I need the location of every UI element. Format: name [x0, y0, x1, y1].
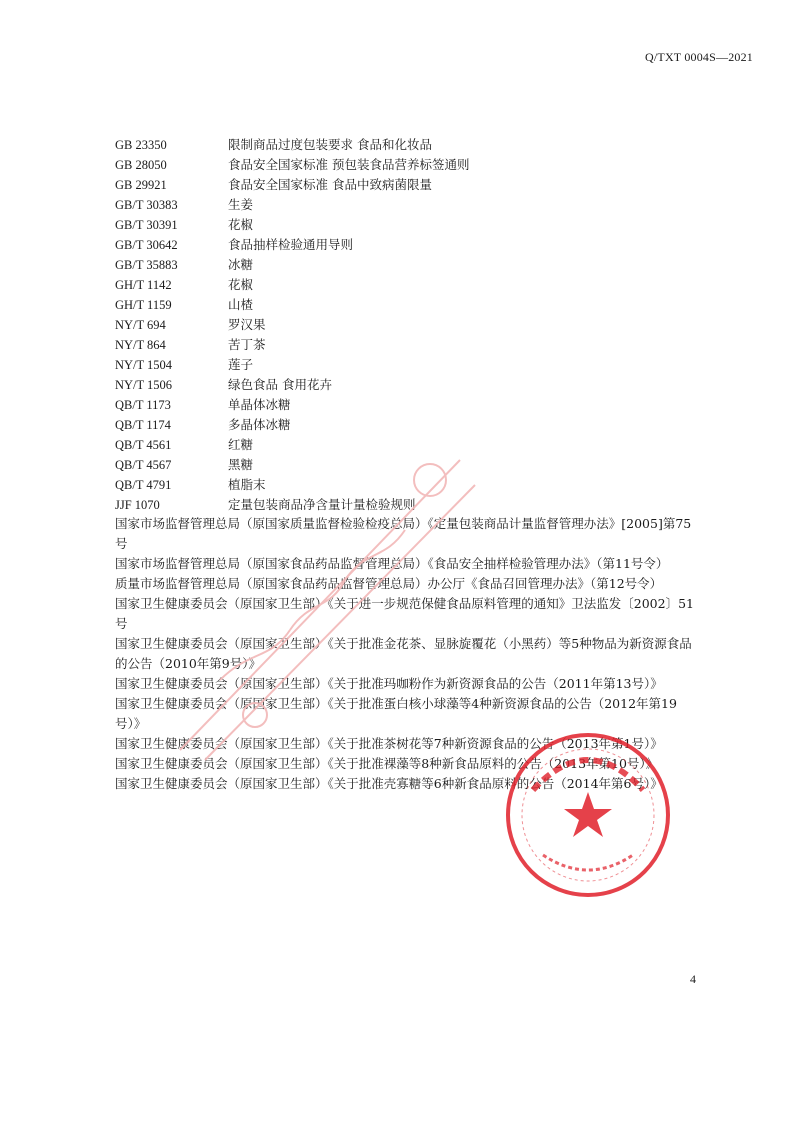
standard-title: 绿色食品 食用花卉	[228, 377, 332, 392]
standard-title: 定量包装商品净含量计量检验规则	[228, 497, 416, 512]
standard-title: 苦丁茶	[228, 337, 266, 352]
standard-code: GB 28050	[115, 158, 167, 172]
standard-title: 莲子	[228, 357, 254, 372]
standard-title: 多晶体冰糖	[228, 417, 291, 432]
regulation-item: 国家市场监督管理总局（原国家食品药品监督管理总局）《食品安全抽样检验管理办法》（第11号令）	[115, 556, 669, 571]
regulation-item: 国家卫生健康委员会（原国家卫生部）《关于批准壳寡糖等6种新食品原料的公告（2014年第6号）》	[115, 776, 663, 791]
regulation-item: 国家卫生健康委员会（原国家卫生部）《关于批准玛咖粉作为新资源食品的公告（2011年第13号）》	[115, 676, 663, 691]
standard-row	[115, 155, 715, 175]
standard-title: 植脂末	[228, 477, 266, 492]
standard-title: 山楂	[228, 297, 254, 312]
standard-code: NY/T 864	[115, 338, 166, 352]
standard-row	[115, 395, 715, 415]
standard-code: NY/T 1504	[115, 358, 173, 372]
standard-code: GB/T 30391	[115, 218, 178, 232]
standard-code: GB 29921	[115, 178, 167, 192]
standard-title: 食品安全国家标准 预包装食品营养标签通则	[228, 157, 470, 172]
standard-code: JJF 1070	[115, 498, 160, 512]
standard-title: 罗汉果	[228, 317, 266, 332]
standard-row	[115, 495, 715, 515]
standard-title: 单晶体冰糖	[228, 397, 291, 412]
standard-title: 花椒	[228, 217, 254, 232]
standard-code: GH/T 1159	[115, 298, 172, 312]
standard-title: 食品安全国家标准 食品中致病菌限量	[228, 177, 432, 192]
regulation-item: 国家卫生健康委员会（原国家卫生部）《关于批准裸藻等8种新食品原料的公告（2013年第10号）》	[115, 756, 659, 771]
regulation-item: 国家卫生健康委员会（原国家卫生部）《关于批准茶树花等7种新资源食品的公告（2013年第1号）》	[115, 736, 663, 751]
standard-row	[115, 375, 715, 395]
standard-title: 红糖	[228, 437, 254, 452]
standard-row	[115, 435, 715, 455]
standard-row	[115, 255, 715, 275]
regulation-item: 国家卫生健康委员会（原国家卫生部）《关于进一步规范保健食品原料管理的通知》卫法监发〔2002〕51号	[115, 596, 694, 631]
standard-row	[115, 335, 715, 355]
standards-list	[115, 135, 715, 515]
regulation-item: 国家卫生健康委员会（原国家卫生部）《关于批准金花茶、显脉旋覆花（小黑药）等5种物品为新资源食品的公告（2010年第9号）》	[115, 636, 692, 671]
regulation-item: 国家市场监督管理总局（原国家质量监督检验检疫总局）《定量包装商品计量监督管理办法》[2005]第75号	[115, 516, 692, 551]
standard-row	[115, 315, 715, 335]
standard-code: GB/T 30383	[115, 198, 178, 212]
page-number: 4	[690, 972, 696, 986]
standard-row	[115, 135, 715, 155]
standard-row	[115, 355, 715, 375]
standard-title: 生姜	[228, 197, 254, 212]
standard-code: GB 23350	[115, 138, 167, 152]
standard-title: 限制商品过度包装要求 食品和化妆品	[228, 137, 432, 152]
standard-code: GB/T 35883	[115, 258, 178, 272]
standard-code: NY/T 1506	[115, 378, 173, 392]
standard-row	[115, 175, 715, 195]
regulations-list	[115, 514, 700, 794]
regulation-item: 质量市场监督管理总局（原国家食品药品监督管理总局）办公厅《食品召回管理办法》（第12号令）	[115, 576, 663, 591]
standard-row	[115, 195, 715, 215]
standard-code: QB/T 4791	[115, 478, 172, 492]
standard-row	[115, 275, 715, 295]
standard-title: 冰糖	[228, 257, 254, 272]
standard-code: GH/T 1142	[115, 278, 172, 292]
standard-row	[115, 455, 715, 475]
standard-row	[115, 475, 715, 495]
standard-code: QB/T 1174	[115, 418, 171, 432]
standard-code: QB/T 4567	[115, 458, 172, 472]
standard-code: NY/T 694	[115, 318, 166, 332]
standard-row	[115, 415, 715, 435]
standard-code: QB/T 4561	[115, 438, 172, 452]
standard-row	[115, 295, 715, 315]
regulation-item: 国家卫生健康委员会（原国家卫生部）《关于批准蛋白核小球藻等4种新资源食品的公告（2012年第19号）》	[115, 696, 677, 731]
standard-title: 黑糖	[228, 457, 254, 472]
standard-row	[115, 235, 715, 255]
standard-code: GB/T 30642	[115, 238, 178, 252]
standard-title: 花椒	[228, 277, 254, 292]
document-code: Q/TXT 0004S—2021	[645, 50, 753, 64]
standard-row	[115, 215, 715, 235]
standard-title: 食品抽样检验通用导则	[228, 237, 354, 252]
standard-code: QB/T 1173	[115, 398, 171, 412]
